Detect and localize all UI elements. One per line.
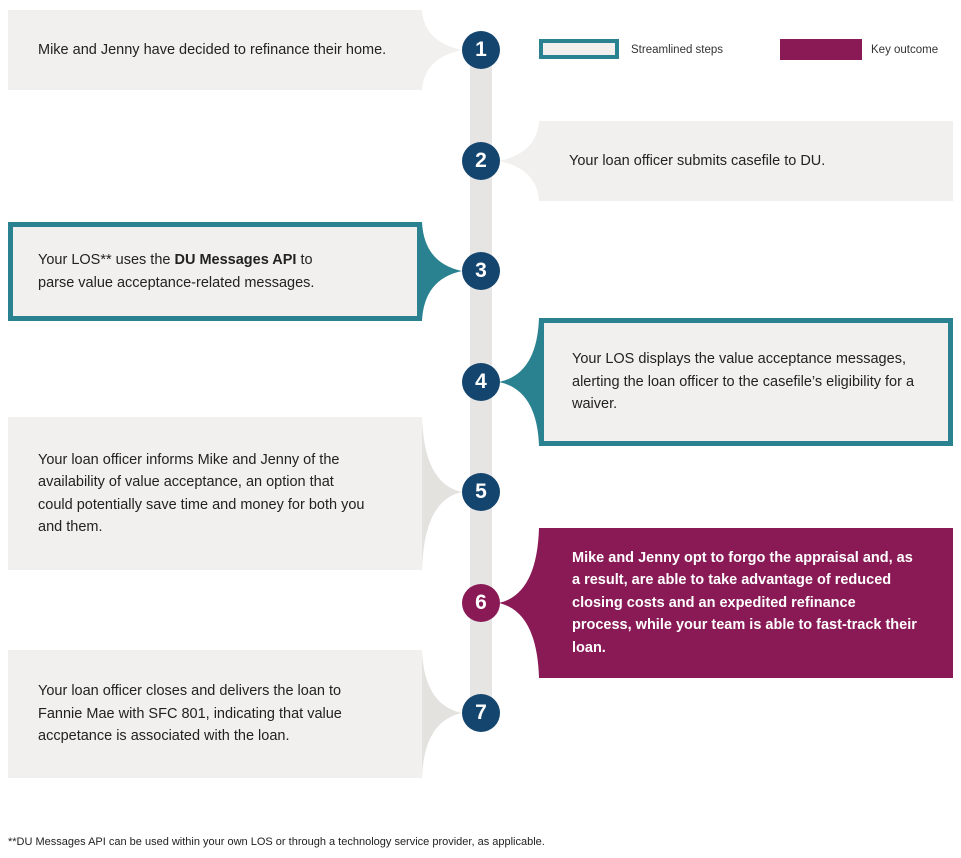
step-4-box [539, 318, 953, 446]
step-1-number: 1 [462, 31, 500, 69]
step-5-number: 5 [462, 473, 500, 511]
step-6-box [539, 528, 953, 678]
step-2-text: Your loan officer submits casefile to DU. [569, 152, 826, 169]
step-4-text: Your LOS displays the value acceptance messages, alerting the loan officer to the casefile’s eligibility for a waiver. [572, 351, 915, 413]
step-6-text: Mike and Jenny opt to forgo the appraisal and, as a result, are able to take advantage of reduced closing costs and an expedited refinance process, while your team is able to fast-track their loan. [572, 549, 917, 656]
step-5-text: Your loan officer informs Mike and Jenny of the availability of value acceptance, an option that could potentially save time and money for both you and them. [38, 451, 365, 535]
step-5-box [8, 417, 422, 570]
step-2-box [539, 121, 953, 201]
step-7-text: Your loan officer closes and delivers the loan to Fannie Mae with SFC 801, indicating that value accpetance is associated with the loan. [38, 683, 342, 745]
step-1-text: Mike and Jenny have decided to refinance their home. [38, 41, 387, 58]
step-3-number: 3 [462, 252, 500, 290]
step-7-box [8, 650, 422, 778]
step-2-number: 2 [462, 142, 500, 180]
step-6-number: 6 [462, 584, 500, 622]
legend-label-key-outcome: Key outcome [871, 44, 939, 56]
step-3-box [8, 222, 422, 321]
footnote: **DU Messages API can be used within your own LOS or through a technology service provider, as applicable. [8, 836, 545, 848]
legend-label-streamlined: Streamlined steps [631, 44, 724, 56]
step-3-text-before: Your LOS** uses the [38, 252, 175, 268]
step-4-number: 4 [462, 363, 500, 401]
step-3-text-after: to parse value acceptance-related messages. [38, 252, 315, 291]
step-3-text [38, 249, 328, 294]
step-3-text-bold: DU Messages API [174, 252, 297, 268]
step-7-number: 7 [462, 694, 500, 732]
